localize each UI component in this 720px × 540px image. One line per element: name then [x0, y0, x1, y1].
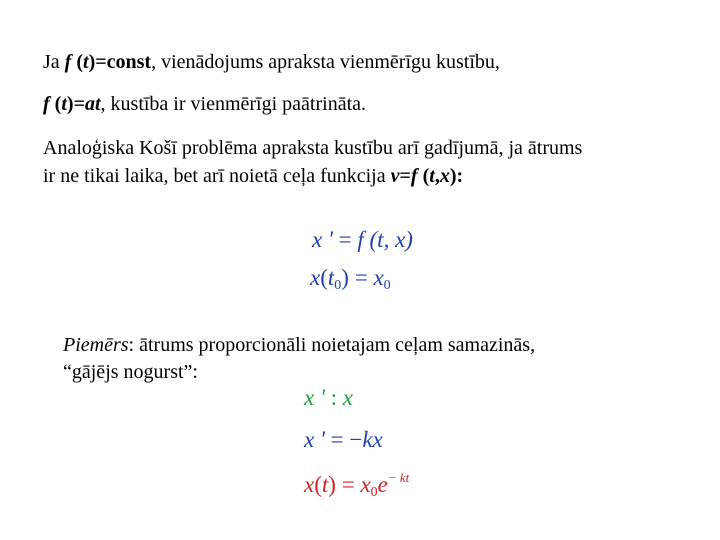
equation-initial-condition: $x(t_0) = x_0$ [310, 265, 391, 293]
equation-proportional: x ' : x [304, 385, 353, 410]
example-line1: Piemērs: ātrums proporcionāli noietajam ceļam samazinās, [63, 334, 536, 356]
equation-decay-ode: x ' = −kx [304, 427, 383, 452]
paragraph-uniform-motion: Ja f (t)=const, vienādojums apraksta vienmērīgu kustību, [43, 51, 500, 73]
paragraph-cauchy-line1: Analoģiska Košī problēma apraksta kustību arī gadījumā, ja ātrums [43, 137, 583, 159]
example-line2: “gājējs nogurst”: [63, 361, 198, 383]
paragraph-cauchy-line2: ir ne tikai laika, bet arī noietā ceļa funkcija v=f (t,x): [43, 165, 464, 187]
equation-decay-solution: $x(t) = x_0e^{- kt}$ [304, 470, 410, 500]
paragraph-accelerated-motion: f (t)=at, kustība ir vienmērīgi paātrināta. [43, 93, 366, 115]
equation-ode: x ' = f (t, x) [312, 227, 413, 252]
f-symbol: f [64, 51, 72, 73]
